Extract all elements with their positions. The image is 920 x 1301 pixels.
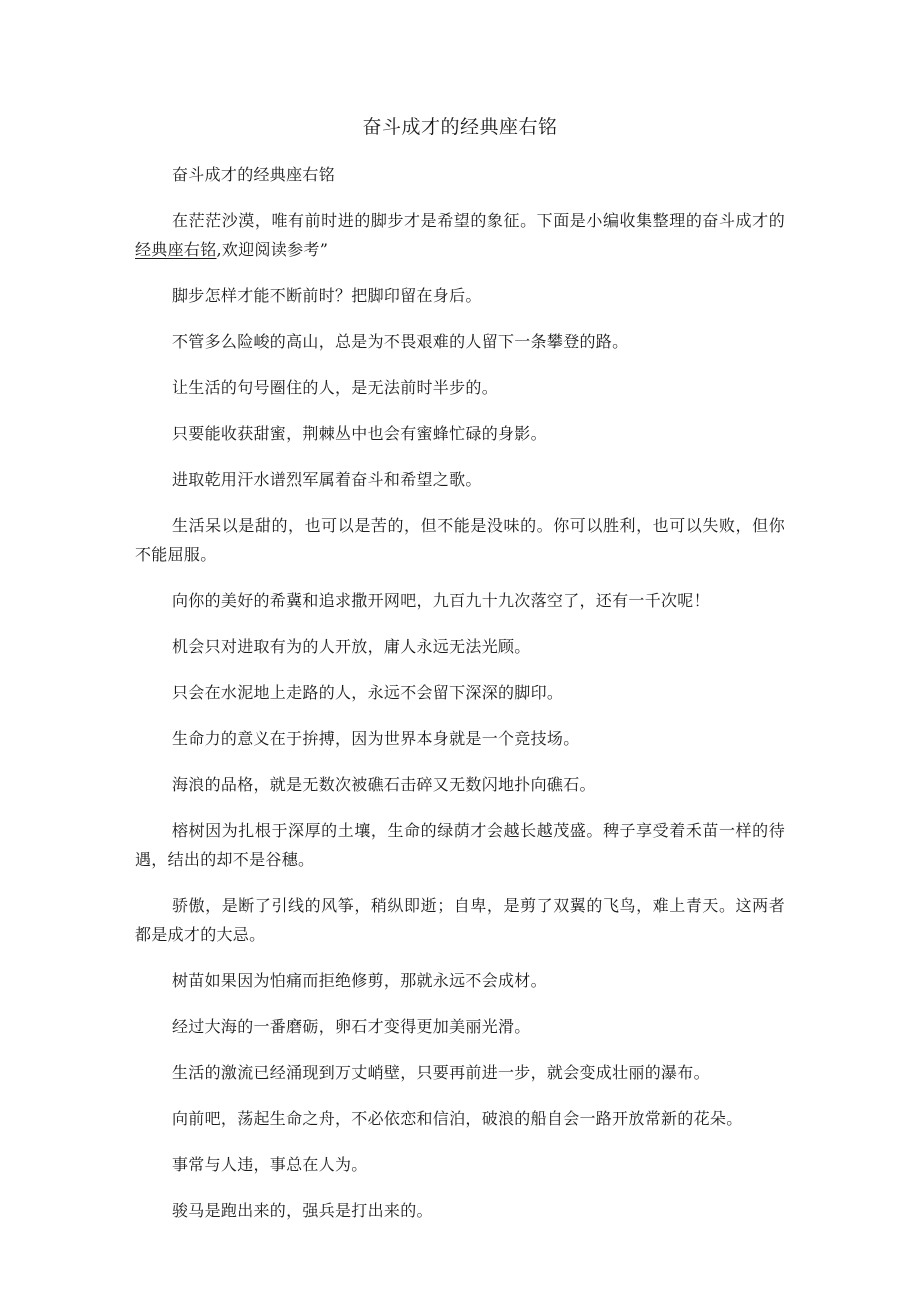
motto-paragraph: 骄傲，是断了引线的风筝，稍纵即逝；自卑，是剪了双翼的飞鸟，难上青天。这两者都是成才的大忌。 — [135, 896, 785, 944]
motto-paragraph: 脚步怎样才能不断前时？把脚印留在身后。 — [172, 286, 482, 305]
motto-paragraph: 事常与人违，事总在人为。 — [172, 1155, 368, 1174]
motto-paragraph: 只要能收获甜蜜，荆棘丛中也会有蜜蜂忙碌的身影。 — [172, 424, 547, 443]
motto-link[interactable]: 经典座右铭 — [135, 240, 217, 259]
intro-paragraph — [135, 206, 785, 264]
motto-paragraph: 机会只对进取有为的人开放，庸人永远无法光顾。 — [172, 637, 531, 656]
motto-paragraph: 让生活的句号圈住的人，是无法前时半步的。 — [172, 378, 499, 397]
intro-text-after: ,欢迎阅读参考” — [216, 240, 329, 259]
motto-paragraph: 经过大海的一番磨砺，卵石才变得更加美丽光滑。 — [172, 1017, 531, 1036]
motto-paragraph: 进取乾用汗水谱烈军属着奋斗和希望之歌。 — [172, 470, 482, 489]
motto-paragraph: 海浪的品格，就是无数次被礁石击碎又无数闪地扑向礁石。 — [172, 775, 596, 794]
motto-paragraph: 树苗如果因为怕痛而拒绝修剪，那就永远不会成材。 — [172, 971, 547, 990]
motto-paragraph: 向你的美好的希冀和追求撒开网吧，九百九十九次落空了，还有一千次呢！ — [172, 591, 710, 610]
subtitle-paragraph: 奋斗成才的经典座右铭 — [172, 165, 336, 184]
motto-paragraph: 榕树因为扎根于深厚的土壤，生命的绿荫才会越长越茂盛。稗子享受着禾苗一样的待遇，结出的却不是谷穗。 — [135, 821, 785, 869]
motto-paragraph: 向前吧，荡起生命之舟，不必依恋和信泊，破浪的船自会一路开放常新的花朵。 — [172, 1109, 743, 1128]
document-body — [135, 160, 785, 1242]
motto-paragraph: 生活呆以是甜的，也可以是苦的，但不能是没味的。你可以胜利，也可以失败，但你不能屈服。 — [135, 516, 785, 564]
motto-paragraph: 生命力的意义在于拚搏，因为世界本身就是一个竞技场。 — [172, 729, 580, 748]
intro-text-before: 在茫茫沙漠，唯有前时进的脚步才是希望的象征。下面是小编收集整理的奋斗成才的 — [172, 211, 785, 230]
motto-paragraph: 只会在水泥地上走路的人，永远不会留下深深的脚印。 — [172, 683, 564, 702]
document-title: 奋斗成才的经典座右铭 — [362, 116, 558, 138]
motto-paragraph: 生活的激流已经涌现到万丈峭壁，只要再前进一步，就会变成壮丽的瀑布。 — [172, 1063, 710, 1082]
motto-paragraph: 不管多么险峻的高山，总是为不畏艰难的人留下一条攀登的路。 — [172, 332, 629, 351]
motto-paragraph: 骏马是跑出来的，强兵是打出来的。 — [172, 1201, 433, 1220]
